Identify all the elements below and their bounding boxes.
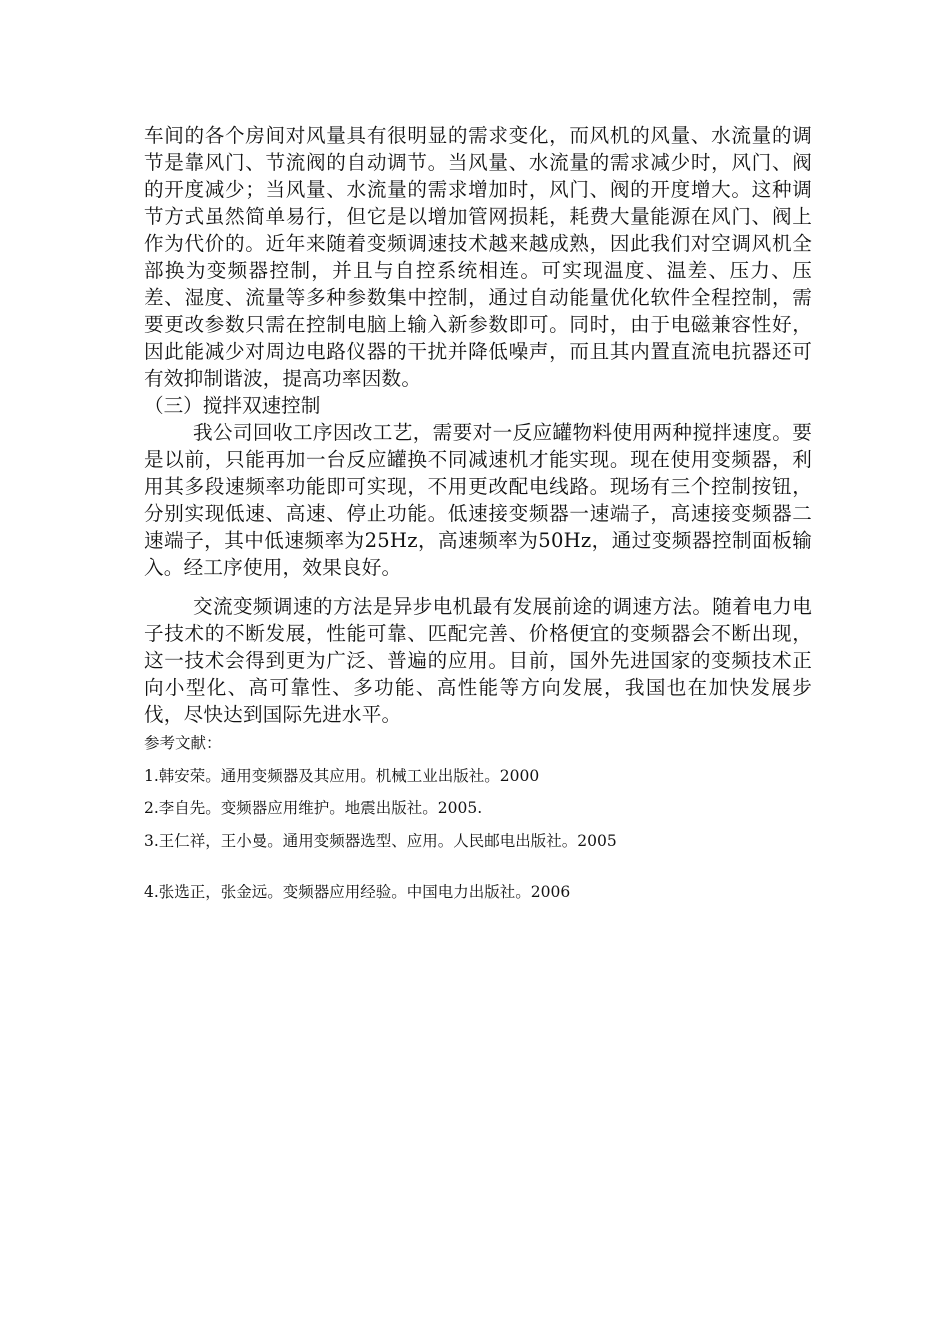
reference-item: 3.王仁祥，王小曼。通用变频器选型、应用。人民邮电出版社。2005 bbox=[144, 832, 617, 850]
body-paragraph-conclusion: 交流变频调速的方法是异步电机最有发展前途的调速方法。随着电力电子技术的不断发展，性能可靠、匹配完善、价格便宜的变频器会不断出现，这一技术会得到更为广泛、普遍的应用。目前，国外先进国家的变频技术正向小型化、高可靠性、多功能、高性能等方向发展，我国也在加快发展步伐，尽快达到国际先进水平。 bbox=[144, 595, 812, 726]
body-paragraph-mixing-control: 我公司回收工序因改工艺，需要对一反应罐物料使用两种搅拌速度。要是以前，只能再加一台反应罐换不同减速机才能实现。现在使用变频器，利用其多段速频率功能即可实现，不用更改配电线路。现场有三个控制按钮，分别实现低速、高速、停止功能。低速接变频器一速端子，高速接变频器二速端子，其中低速频率为25Hz，高速频率为50Hz，通过变频器控制面板输入。经工序使用，效果良好。 bbox=[144, 421, 812, 579]
reference-item: 2.李自先。变频器应用维护。地震出版社。2005. bbox=[144, 799, 483, 817]
section-heading: （三）搅拌双速控制 bbox=[144, 394, 321, 417]
reference-item: 1.韩安荣。通用变频器及其应用。机械工业出版社。2000 bbox=[144, 767, 540, 785]
references-title: 参考文献： bbox=[144, 734, 222, 752]
reference-item: 4.张选正，张金远。变频器应用经验。中国电力出版社。2006 bbox=[144, 883, 571, 901]
body-paragraph-ventilation: 车间的各个房间对风量具有很明显的需求变化，而风机的风量、水流量的调节是靠风门、节流阀的自动调节。当风量、水流量的需求减少时，风门、阀的开度减少；当风量、水流量的需求增加时，风门、阀的开度增大。这种调节方式虽然简单易行，但它是以增加管网损耗，耗费大量能源在风门、阀上作为代价的。近年来随着变频调速技术越来越成熟，因此我们对空调风机全部换为变频器控制，并且与自控系统相连。可实现温度、温差、压力、压差、湿度、流量等多种参数集中控制，通过自动能量优化软件全程控制，需要更改参数只需在控制电脑上输入新参数即可。同时，由于电磁兼容性好，因此能减少对周边电路仪器的干扰并降低噪声，而且其内置直流电抗器还可有效抑制谐波，提高功率因数。 bbox=[144, 124, 812, 390]
